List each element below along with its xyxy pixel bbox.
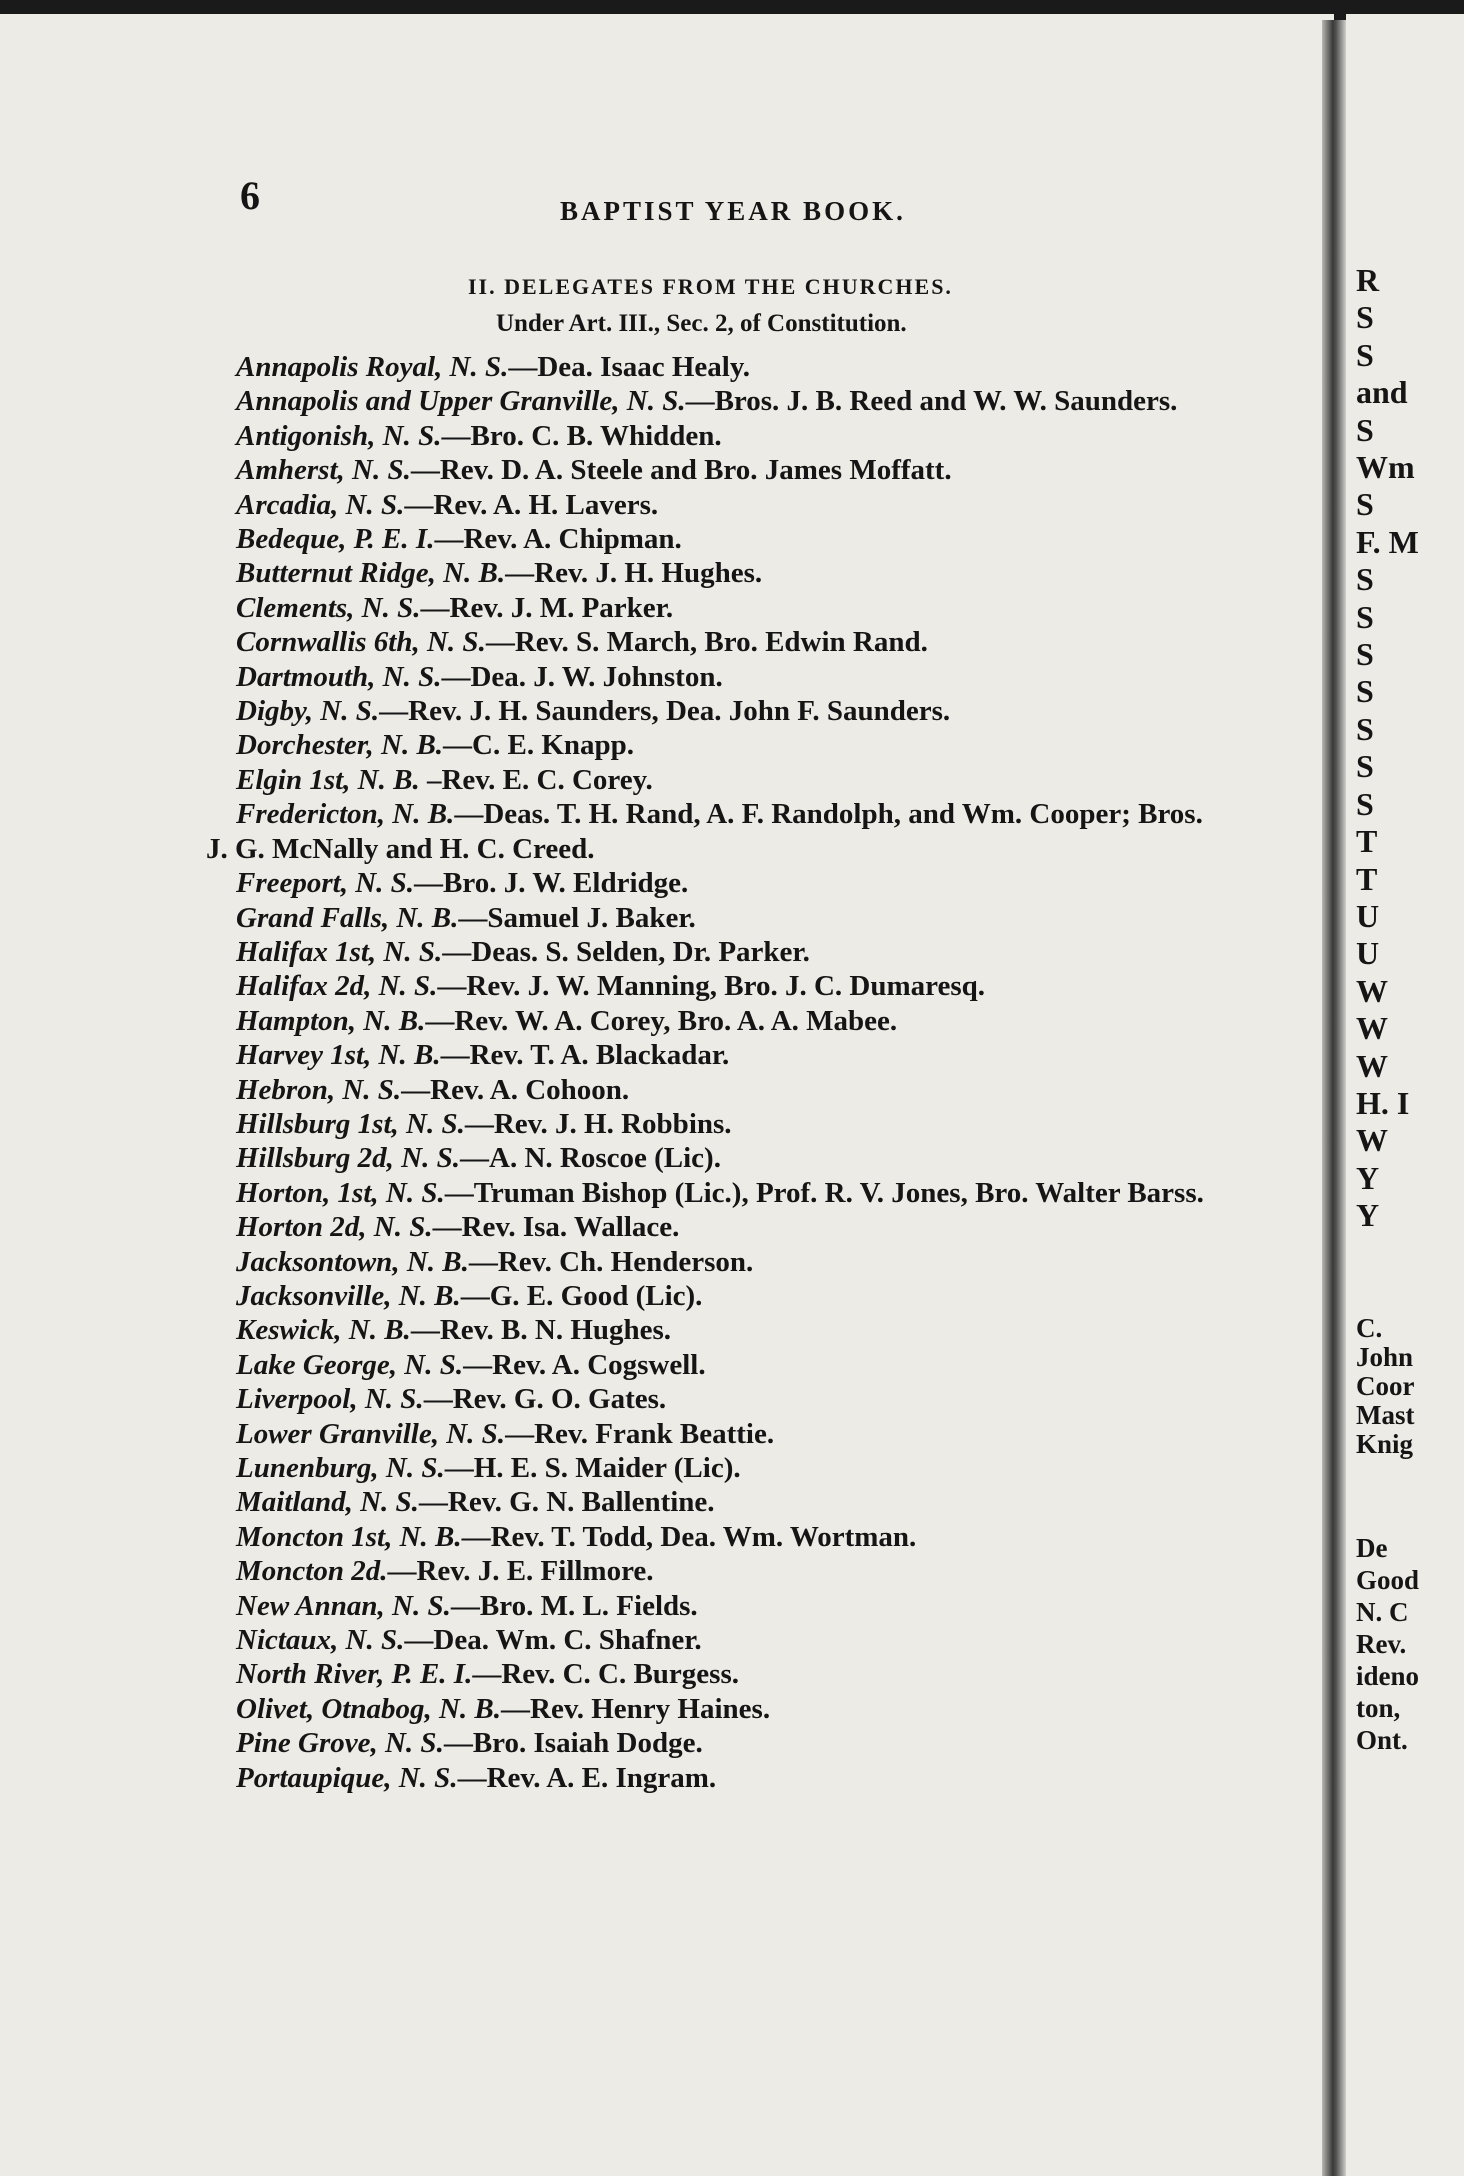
- delegate-names: —C. E. Knapp.: [443, 729, 635, 762]
- delegate-names: —Bro. M. L. Fields.: [450, 1589, 698, 1622]
- book-page: [0, 14, 1334, 2176]
- church-name: Clements, N. S.: [236, 591, 421, 624]
- church-name: Digby, N. S.: [236, 695, 380, 728]
- church-name: Annapolis and Upper Granville, N. S.: [236, 385, 686, 418]
- facing-page-fragment: U: [1356, 935, 1380, 972]
- church-name: Jacksontown, N. B.: [236, 1245, 469, 1278]
- delegate-entry: [206, 660, 1216, 694]
- church-name: Moncton 2d.: [236, 1555, 388, 1588]
- book-gutter: [1322, 20, 1346, 2176]
- church-name: Dartmouth, N. S.: [236, 660, 442, 693]
- church-name: Annapolis Royal, N. S.: [236, 351, 509, 383]
- delegate-entry: [206, 625, 1216, 659]
- delegate-entry: [206, 419, 1216, 453]
- delegate-names: —Rev. T. A. Blackadar.: [440, 1039, 730, 1072]
- delegate-names: —Rev. C. C. Burgess.: [472, 1658, 739, 1691]
- delegate-list: [206, 350, 1216, 1795]
- church-name: Moncton 1st, N. B.: [236, 1520, 462, 1553]
- delegate-names: —Rev. J. E. Fillmore.: [387, 1555, 654, 1588]
- church-name: Halifax 2d, N. S.: [236, 970, 438, 1003]
- facing-page-fragment: S: [1356, 411, 1374, 448]
- delegate-entry: [206, 1451, 1216, 1485]
- delegate-entry: [206, 488, 1216, 522]
- delegate-entry: [206, 1623, 1216, 1657]
- delegate-entry: [206, 969, 1216, 1003]
- church-name: Hillsburg 2d, N. S.: [236, 1142, 460, 1175]
- delegate-names: —Rev. Frank Beattie.: [505, 1417, 775, 1450]
- delegate-names: —A. N. Roscoe (Lic).: [460, 1142, 721, 1175]
- delegate-entry: [206, 1313, 1216, 1347]
- facing-page-edge: [1346, 14, 1464, 2176]
- church-name: Keswick, N. B.: [236, 1314, 411, 1347]
- delegate-names: —Dea. Isaac Healy.: [508, 351, 750, 383]
- delegate-names: —G. E. Good (Lic).: [460, 1279, 703, 1312]
- facing-page-fragment: S: [1356, 561, 1374, 598]
- delegate-names: —Rev. J. H. Saunders, Dea. John F. Saunders.: [379, 695, 951, 728]
- facing-page-fragment: ideno: [1356, 1661, 1420, 1691]
- church-name: Olivet, Otnabog, N. B.: [236, 1692, 502, 1725]
- facing-page-fragment: T: [1356, 860, 1378, 897]
- church-name: Halifax 1st, N. S.: [236, 935, 443, 968]
- facing-page-fragment: S: [1356, 299, 1374, 336]
- delegate-names: —Rev. J. H. Hughes.: [505, 557, 763, 590]
- running-head: BAPTIST YEAR BOOK.: [560, 196, 906, 226]
- facing-page-fragments-lower: [1356, 1532, 1419, 1756]
- delegate-entry: [206, 866, 1216, 900]
- delegate-entry: [206, 1520, 1216, 1554]
- church-name: Jacksonville, N. B.: [236, 1279, 461, 1312]
- facing-page-fragment: S: [1356, 636, 1374, 673]
- church-name: Nictaux, N. S.: [236, 1624, 405, 1657]
- church-name: Amherst, N. S.: [236, 454, 411, 487]
- delegate-names: —Rev. A. Chipman.: [434, 523, 682, 556]
- delegate-names: —Deas. T. H. Rand, A. F. Randolph, and Wm. Cooper; Bros. J. G. McNally and H. C. Creed.: [206, 798, 1203, 865]
- facing-page-fragment: S: [1356, 486, 1374, 523]
- delegate-entry: [206, 1141, 1216, 1175]
- church-name: Butternut Ridge, N. B.: [236, 557, 506, 590]
- facing-page-fragment: W: [1356, 1122, 1388, 1159]
- facing-page-fragment: S: [1356, 785, 1374, 822]
- delegate-entry: [206, 1692, 1216, 1726]
- delegate-entry: [206, 1279, 1216, 1313]
- delegate-names: —Truman Bishop (Lic.), Prof. R. V. Jones, Bro. Walter Barss.: [444, 1176, 1204, 1209]
- church-name: Lower Granville, N. S.: [236, 1417, 506, 1450]
- delegate-names: –Rev. E. C. Corey.: [419, 763, 653, 796]
- church-name: Arcadia, N. S.: [236, 488, 405, 521]
- delegate-entry: [206, 1073, 1216, 1107]
- delegate-names: —H. E. S. Maider (Lic).: [444, 1452, 741, 1484]
- church-name: Hampton, N. B.: [236, 1004, 426, 1037]
- church-name: Elgin 1st, N. B.: [236, 763, 420, 796]
- delegate-names: —Rev. G. N. Ballentine.: [418, 1486, 715, 1519]
- facing-page-fragment: F. M: [1356, 523, 1419, 560]
- church-name: Harvey 1st, N. B.: [236, 1039, 441, 1072]
- delegate-entry: [206, 797, 1216, 866]
- facing-page-fragment: Mast: [1356, 1400, 1415, 1430]
- facing-page-fragment: Wm: [1356, 449, 1415, 486]
- facing-page-fragment: H. I: [1356, 1084, 1410, 1121]
- delegate-entry: [206, 1210, 1216, 1244]
- facing-page-fragment: W: [1356, 1010, 1388, 1047]
- delegate-names: —Rev. A. Cogswell.: [463, 1348, 706, 1381]
- facing-page-fragment: W: [1356, 1047, 1388, 1084]
- delegate-entry: [206, 694, 1216, 728]
- church-name: Maitland, N. S.: [236, 1486, 419, 1519]
- facing-page-fragment: John: [1356, 1342, 1414, 1372]
- delegate-names: —Rev. Isa. Wallace.: [432, 1211, 680, 1244]
- facing-page-fragments-middle: [1356, 1314, 1414, 1459]
- delegate-entry: [206, 763, 1216, 797]
- church-name: Antigonish, N. S.: [236, 419, 442, 452]
- facing-page-fragment: ton,: [1356, 1693, 1401, 1723]
- church-name: Fredericton, N. B.: [236, 798, 455, 831]
- delegate-entry: [206, 1485, 1216, 1519]
- delegate-names: —Deas. S. Selden, Dr. Parker.: [442, 935, 810, 968]
- section-title: II. DELEGATES FROM THE CHURCHES.: [468, 274, 953, 299]
- delegate-names: —Rev. J. H. Robbins.: [464, 1107, 732, 1140]
- delegate-names: —Rev. Ch. Henderson.: [468, 1245, 754, 1278]
- delegate-names: —Rev. T. Todd, Dea. Wm. Wortman.: [461, 1520, 917, 1553]
- delegate-entry: [206, 901, 1216, 935]
- church-name: Hebron, N. S.: [236, 1073, 402, 1106]
- delegate-entry: [206, 453, 1216, 487]
- facing-page-fragment: Ont.: [1356, 1725, 1408, 1755]
- facing-page-fragment: Rev.: [1356, 1629, 1407, 1659]
- delegate-entry: [206, 1657, 1216, 1691]
- facing-page-fragment: Knig: [1356, 1429, 1414, 1459]
- delegate-entry: [206, 1038, 1216, 1072]
- church-name: Hillsburg 1st, N. S.: [236, 1107, 465, 1140]
- delegate-names: —Dea. Wm. C. Shafner.: [404, 1624, 702, 1657]
- facing-page-fragment: T: [1356, 823, 1378, 860]
- delegate-names: —Rev. Henry Haines.: [501, 1692, 771, 1725]
- delegate-names: —Samuel J. Baker.: [458, 901, 696, 934]
- delegate-entry: [206, 1726, 1216, 1760]
- church-name: Dorchester, N. B.: [236, 729, 444, 762]
- church-name: New Annan, N. S.: [236, 1589, 451, 1622]
- facing-page-fragment: Good: [1356, 1565, 1420, 1595]
- delegate-names: —Rev. W. A. Corey, Bro. A. A. Mabee.: [425, 1004, 898, 1037]
- facing-page-fragment: S: [1356, 598, 1374, 635]
- facing-page-fragment: Coor: [1356, 1371, 1415, 1401]
- facing-page-fragment: and: [1356, 374, 1408, 411]
- church-name: Freeport, N. S.: [236, 867, 415, 900]
- church-name: North River, P. E. I.: [236, 1658, 473, 1691]
- delegate-entry: [206, 1761, 1216, 1795]
- delegate-names: —Bro. Isaiah Dodge.: [443, 1727, 703, 1760]
- delegate-entry: [206, 1245, 1216, 1279]
- facing-page-fragment: S: [1356, 748, 1374, 785]
- delegate-names: —Rev. A. H. Lavers.: [404, 488, 659, 521]
- delegate-names: —Bro. C. B. Whidden.: [441, 419, 722, 452]
- delegate-entry: [206, 1004, 1216, 1038]
- church-name: Grand Falls, N. B.: [236, 901, 459, 934]
- delegate-names: —Rev. J. M. Parker.: [420, 591, 674, 624]
- delegate-entry: [206, 1589, 1216, 1623]
- facing-page-fragment: Y: [1356, 1197, 1380, 1234]
- facing-page-fragment: S: [1356, 710, 1374, 747]
- delegate-names: —Dea. J. W. Johnston.: [441, 660, 723, 693]
- delegate-names: —Bros. J. B. Reed and W. W. Saunders.: [685, 385, 1178, 418]
- delegate-names: —Rev. S. March, Bro. Edwin Rand.: [485, 626, 928, 659]
- facing-page-fragment: De: [1356, 1533, 1388, 1563]
- facing-page-fragment: S: [1356, 673, 1374, 710]
- delegate-entry: [206, 1348, 1216, 1382]
- church-name: Cornwallis 6th, N. S.: [236, 626, 486, 659]
- facing-page-fragment: S: [1356, 336, 1374, 373]
- delegate-entry: [206, 384, 1216, 418]
- facing-page-fragment: U: [1356, 897, 1380, 934]
- delegate-entry: [206, 728, 1216, 762]
- church-name: Horton, 1st, N. S.: [236, 1176, 445, 1209]
- delegate-names: —Bro. J. W. Eldridge.: [414, 867, 689, 900]
- page-number: 6: [240, 173, 260, 218]
- facing-page-fragment: R: [1356, 262, 1380, 298]
- facing-page-fragments-upper: [1356, 262, 1419, 1235]
- delegate-entry: [206, 350, 1216, 384]
- church-name: Bedeque, P. E. I.: [236, 523, 435, 556]
- delegate-names: —Rev. J. W. Manning, Bro. J. C. Dumaresq.: [437, 970, 985, 1003]
- delegate-entry: [206, 1382, 1216, 1416]
- church-name: Liverpool, N. S.: [236, 1383, 424, 1416]
- facing-page-fragment: N. C: [1356, 1597, 1409, 1627]
- church-name: Portaupique, N. S.: [236, 1761, 458, 1794]
- delegate-entry: [206, 1554, 1216, 1588]
- section-subtitle: Under Art. III., Sec. 2, of Constitution.: [496, 310, 907, 337]
- delegate-entry: [206, 1107, 1216, 1141]
- delegate-entry: [206, 522, 1216, 556]
- delegate-entry: [206, 556, 1216, 590]
- delegate-names: —Rev. A. Cohoon.: [401, 1073, 630, 1106]
- delegate-entry: [206, 1176, 1216, 1210]
- facing-page-fragment: Y: [1356, 1159, 1380, 1196]
- delegate-entry: [206, 591, 1216, 625]
- facing-page-fragment: W: [1356, 972, 1388, 1009]
- church-name: Pine Grove, N. S.: [236, 1727, 444, 1760]
- delegate-names: —Rev. A. E. Ingram.: [457, 1761, 717, 1794]
- delegate-names: —Rev. D. A. Steele and Bro. James Moffatt.: [410, 454, 952, 487]
- facing-page-fragment: C.: [1356, 1313, 1383, 1343]
- delegate-names: —Rev. B. N. Hughes.: [410, 1314, 672, 1347]
- delegate-entry: [206, 1417, 1216, 1451]
- church-name: Lunenburg, N. S.: [236, 1452, 445, 1484]
- church-name: Lake George, N. S.: [236, 1348, 464, 1381]
- delegate-entry: [206, 935, 1216, 969]
- delegate-names: —Rev. G. O. Gates.: [423, 1383, 667, 1416]
- church-name: Horton 2d, N. S.: [236, 1211, 433, 1244]
